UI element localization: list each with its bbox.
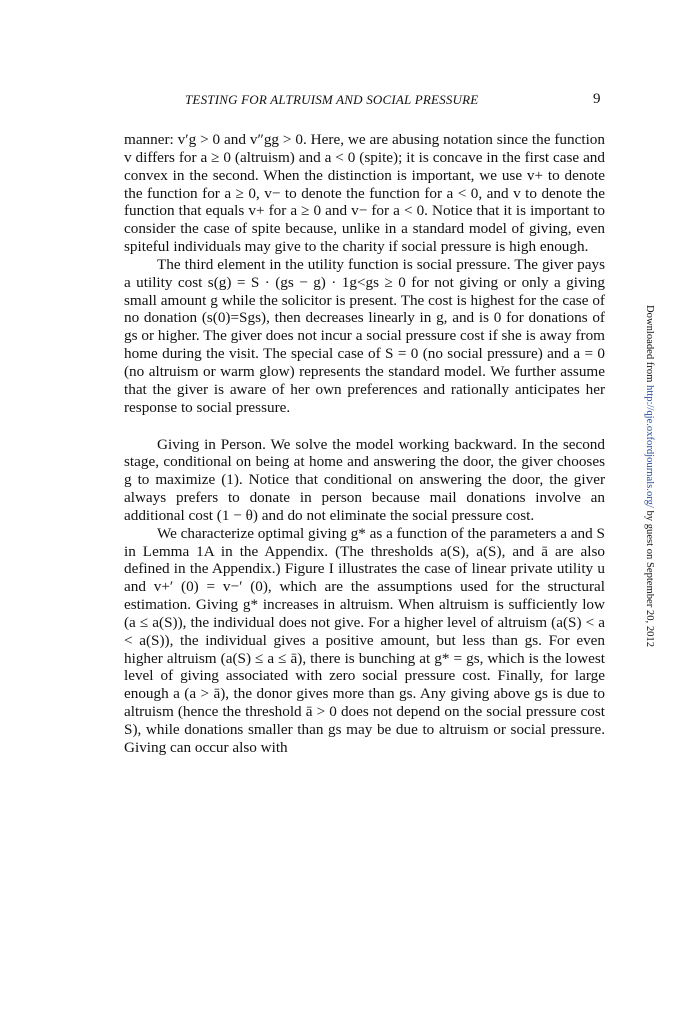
running-head: TESTING FOR ALTRUISM AND SOCIAL PRESSURE: [185, 92, 479, 107]
page-header: [0, 92, 691, 112]
download-notice-suffix: by guest on September 20, 2012: [644, 507, 655, 648]
paragraph-2: The third element in the utility function is social pressure. The giver pays a utility cost s(g) = S · (gs − g) · 1g<gs ≥ 0 for not giving or only a giving small amount g while the solicitor is present. The cost is highest for the case of no donation (s(0)=Sgs), then decreases linearly in g, and is 0 for donations of gs or higher. The giver does not incur a social pressure cost if she is away from home during the visit. The special case of S = 0 (no social pressure) and a = 0 (no altruism or warm glow) represents the standard model. We further assume that the giver is aware of her own preferences and rationally anticipates her response to social pressure.: [124, 255, 605, 416]
body-text: [124, 131, 605, 757]
download-notice: [641, 305, 659, 725]
journal-link[interactable]: http://qje.oxfordjournals.org/: [644, 385, 655, 508]
paragraph-3: Giving in Person. We solve the model working backward. In the second stage, conditional on being at home and answering the door, the giver chooses g to maximize (1). Notice that conditional on answering the door, the giver always prefers to donate in person because mail donations involve an additional cost (1 − θ) and do not eliminate the social pressure cost.: [124, 435, 605, 524]
paragraph-4: We characterize optimal giving g* as a function of the parameters a and S in Lemma 1A in the Appendix. (The thresholds a(S), a(S), and ā are also defined in the Appendix.) Figure I illustrates the case of linear private utility u and v+′ (0) = v−′ (0), which are the assumptions used for the structural estimation. Giving g* increases in altruism. When altruism is sufficiently low (a ≤ a(S)), the individual does not give. For a higher level of altruism (a(S) < a < a(S)), the individual gives a positive amount, but less than gs. For even higher altruism (a(S) ≤ a ≤ ā), there is bunching at g* = gs, which is the lowest level of giving associated with zero social pressure cost. Finally, for large enough a (a > ā), the donor gives more than gs. Any giving above gs is due to altruism (hence the threshold ā > 0 does not depend on the social pressure cost S), while donations smaller than gs may be due to altruism or social pressure. Giving can occur also with: [124, 524, 605, 756]
paragraph-1: manner: v′g > 0 and v″gg > 0. Here, we are abusing notation since the function v differs for a ≥ 0 (altruism) and a < 0 (spite); it is concave in the first case and convex in the second. When the distinction is important, we use v+ to denote the function for a ≥ 0, v− to denote the function for a < 0, and v to denote the function that equals v+ for a ≥ 0 and v− for a < 0. Notice that it is important to consider the case of spite because, unlike in a standard model of giving, even spiteful individuals may give to the charity if social pressure is high enough.: [124, 131, 605, 256]
page-number: 9: [593, 91, 601, 107]
download-notice-prefix: Downloaded from: [644, 305, 655, 386]
